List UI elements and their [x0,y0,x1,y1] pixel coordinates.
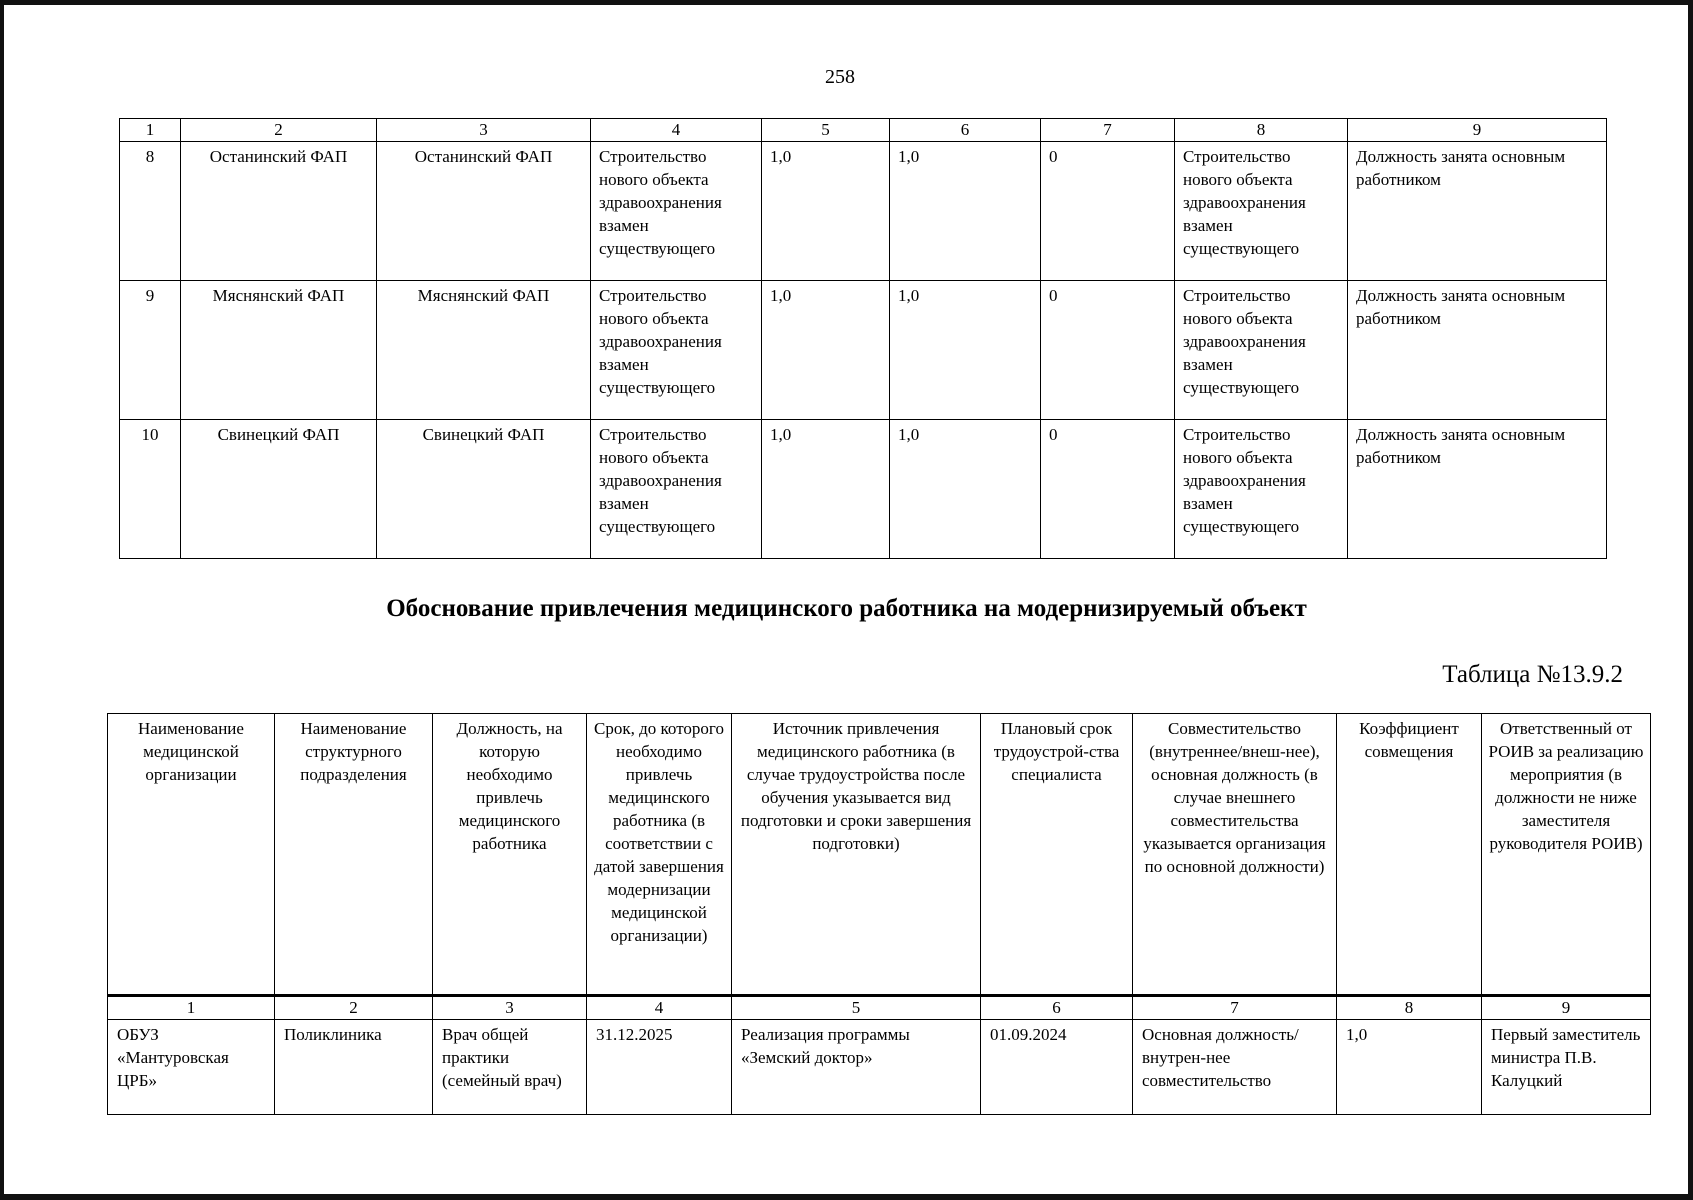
table-caption: Таблица №13.9.2 [1442,661,1623,688]
status-cell: Должность занята основным работником [1348,281,1607,420]
deadline-cell: 31.12.2025 [587,1020,732,1115]
subdivision-cell: Останинский ФАП [377,142,591,281]
table-row [120,281,1607,420]
coefficient-cell: 1,0 [1337,1020,1482,1115]
column-number: 5 [732,996,981,1020]
column-number: 5 [762,119,890,142]
column-number: 4 [591,119,762,142]
column-number: 8 [1175,119,1348,142]
activity-cell: Строительство нового объекта здравоохранения взамен существующего [1175,420,1348,559]
scan-border-top [0,0,1693,5]
column-number: 2 [275,996,433,1020]
column-header: Совместительство (внутреннее/внеш-нее), основная должность (в случае внешнего совместительства указывается организация по основной должности) [1133,714,1337,996]
scan-border-bottom [0,1194,1693,1200]
column-number: 4 [587,996,732,1020]
activity-cell: Строительство нового объекта здравоохранения взамен существующего [1175,142,1348,281]
column-header: Наименование медицинской организации [108,714,275,996]
column-header: Плановый срок трудоустрой-ства специалиста [981,714,1133,996]
value-cell: 1,0 [890,420,1041,559]
row-number-cell: 8 [120,142,181,281]
header-row [108,714,1651,996]
column-header: Срок, до которого необходимо привлечь медицинского работника (в соответствии с датой завершения модернизации медицинской организации) [587,714,732,996]
column-header: Наименование структурного подразделения [275,714,433,996]
value-cell: 1,0 [890,281,1041,420]
status-cell: Должность занята основным работником [1348,420,1607,559]
subdivision-cell: Мяснянский ФАП [377,281,591,420]
column-number: 9 [1482,996,1651,1020]
column-number: 7 [1133,996,1337,1020]
column-header: Коэффициент совмещения [1337,714,1482,996]
position-cell: Врач общей практики (семейный врач) [433,1020,587,1115]
column-header: Должность, на которую необходимо привлечь медицинского работника [433,714,587,996]
status-cell: Должность занята основным работником [1348,142,1607,281]
column-number: 3 [377,119,591,142]
section-title: Обоснование привлечения медицинского работника на модернизируемый объект [386,595,1307,622]
source-cell: Реализация программы «Земский доктор» [732,1020,981,1115]
value-cell: 1,0 [762,281,890,420]
row-number-cell: 10 [120,420,181,559]
table-row [108,1020,1651,1115]
activity-cell: Строительство нового объекта здравоохранения взамен существующего [1175,281,1348,420]
column-number: 1 [120,119,181,142]
subdivision-cell: Поликлиника [275,1020,433,1115]
column-number: 7 [1041,119,1175,142]
table-row [120,142,1607,281]
combination-cell: Основная должность/внутрен-нее совместительство [1133,1020,1337,1115]
facility-table [119,118,1607,559]
organization-cell: Свинецкий ФАП [181,420,377,559]
organization-cell: Останинский ФАП [181,142,377,281]
organization-cell: ОБУЗ «Мантуровская ЦРБ» [108,1020,275,1115]
column-number-row [108,996,1651,1020]
organization-cell: Мяснянский ФАП [181,281,377,420]
row-number-cell: 9 [120,281,181,420]
column-number: 9 [1348,119,1607,142]
column-number: 1 [108,996,275,1020]
activity-cell: Строительство нового объекта здравоохранения взамен существующего [591,281,762,420]
value-cell: 1,0 [762,142,890,281]
responsible-cell: Первый заместитель министра П.В. Калуцкий [1482,1020,1651,1115]
table-row [120,420,1607,559]
column-number: 6 [890,119,1041,142]
column-header: Источник привлечения медицинского работника (в случае трудоустройства после обучения указывается вид подготовки и сроки завершения подготовки) [732,714,981,996]
activity-cell: Строительство нового объекта здравоохранения взамен существующего [591,142,762,281]
subdivision-cell: Свинецкий ФАП [377,420,591,559]
column-number: 6 [981,996,1133,1020]
page-number: 258 [825,66,855,88]
activity-cell: Строительство нового объекта здравоохранения взамен существующего [591,420,762,559]
value-cell: 0 [1041,142,1175,281]
value-cell: 1,0 [890,142,1041,281]
value-cell: 1,0 [762,420,890,559]
column-number: 8 [1337,996,1482,1020]
column-number: 3 [433,996,587,1020]
column-number-row [120,119,1607,142]
employment-date-cell: 01.09.2024 [981,1020,1133,1115]
staffing-justification-table [107,713,1651,1115]
column-number: 2 [181,119,377,142]
value-cell: 0 [1041,281,1175,420]
value-cell: 0 [1041,420,1175,559]
column-header: Ответственный от РОИВ за реализацию мероприятия (в должности не ниже заместителя руководителя РОИВ) [1482,714,1651,996]
